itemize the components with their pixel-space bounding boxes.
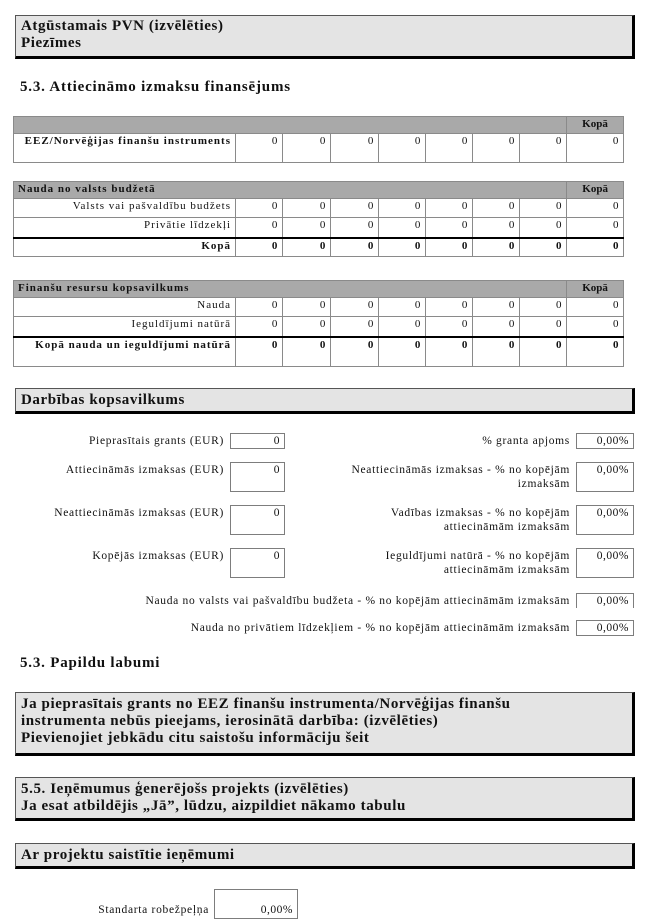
table-header-row — [14, 281, 624, 298]
management-percent-label — [391, 506, 570, 534]
table-header-title: Finanšu resursu kopsavilkums — [14, 281, 567, 298]
cell[interactable]: 0 — [236, 298, 283, 317]
row-label: Valsts vai pašvaldību budžets — [14, 199, 236, 218]
cell: 0 — [473, 238, 520, 257]
cell: 0 — [236, 337, 283, 367]
in-kind-percent-field[interactable]: 0,00% — [576, 548, 634, 578]
cell[interactable]: 0 — [426, 317, 473, 337]
label-line: izmaksām — [517, 478, 570, 490]
row-total: 0 — [567, 238, 624, 257]
total-costs-label: Kopējās izmaksas (EUR) — [92, 550, 224, 562]
state-budget-percent-field[interactable]: 0,00% — [576, 593, 634, 608]
ineligible-percent-label — [351, 463, 570, 491]
row-label: Ieguldījumi natūrā — [14, 317, 236, 337]
eez-funding-table — [13, 116, 624, 163]
cell: 0 — [426, 337, 473, 367]
row-total: 0 — [567, 134, 624, 163]
table-row — [14, 298, 624, 317]
cell: 0 — [283, 238, 331, 257]
row-total: 0 — [567, 298, 624, 317]
cell[interactable]: 0 — [236, 134, 283, 163]
cell[interactable]: 0 — [331, 218, 379, 238]
cell[interactable]: 0 — [236, 317, 283, 337]
table-total-row — [14, 238, 624, 257]
cell[interactable]: 0 — [236, 199, 283, 218]
in-kind-percent-label — [386, 549, 570, 577]
table-header-title — [14, 117, 567, 134]
cell[interactable]: 0 — [473, 134, 520, 163]
row-label: Kopā nauda un ieguldījumi natūrā — [14, 337, 236, 367]
cell[interactable]: 0 — [426, 199, 473, 218]
table-header-total: Kopā — [567, 182, 624, 199]
benefits-line-2[interactable]: instrumenta nebūs pieejams, ierosinātā darbība: (izvēlēties) — [21, 713, 439, 729]
resources-summary-table — [13, 280, 624, 367]
table-header-row — [14, 117, 624, 134]
revenue-project-box[interactable] — [15, 777, 635, 821]
row-label: Privātie līdzekļi — [14, 218, 236, 238]
eligible-costs-field[interactable]: 0 — [230, 462, 285, 492]
cell[interactable]: 0 — [283, 298, 331, 317]
cell: 0 — [426, 238, 473, 257]
activity-summary-header — [15, 388, 635, 414]
ineligible-percent-field[interactable]: 0,00% — [576, 462, 634, 492]
project-income-header — [15, 843, 635, 869]
row-total: 0 — [567, 218, 624, 238]
revenue-select-label[interactable]: 5.5. Ieņēmumus ģenerējošs projekts (izvēlēties) — [21, 781, 349, 797]
table-total-row — [14, 337, 624, 367]
private-funds-percent-label: Nauda no privātiem līdzekļiem - % no kopējām attiecināmām izmaksām — [190, 622, 570, 634]
cell[interactable]: 0 — [520, 134, 567, 163]
row-total: 0 — [567, 199, 624, 218]
benefits-box[interactable] — [15, 692, 635, 756]
cell[interactable]: 0 — [520, 317, 567, 337]
state-budget-percent-label: Nauda no valsts vai pašvaldību budžeta - % no kopējām attiecināmām izmaksām — [145, 595, 570, 607]
cell: 0 — [236, 238, 283, 257]
activity-summary-title: Darbības kopsavilkums — [21, 392, 185, 408]
row-label: Kopā — [14, 238, 236, 257]
cell[interactable]: 0 — [426, 298, 473, 317]
table-row — [14, 317, 624, 337]
cell[interactable]: 0 — [426, 218, 473, 238]
cell[interactable]: 0 — [379, 134, 426, 163]
cell[interactable]: 0 — [473, 199, 520, 218]
row-total: 0 — [567, 337, 624, 367]
cell[interactable]: 0 — [473, 317, 520, 337]
requested-grant-field[interactable]: 0 — [230, 433, 285, 449]
cell: 0 — [520, 337, 567, 367]
row-total: 0 — [567, 317, 624, 337]
grant-percent-field[interactable]: 0,00% — [576, 433, 634, 449]
cell[interactable]: 0 — [379, 199, 426, 218]
cell: 0 — [473, 337, 520, 367]
cell[interactable]: 0 — [379, 317, 426, 337]
benefits-line-1: Ja pieprasītais grants no EEZ finanšu instrumenta/Norvēģijas finanšu — [21, 696, 511, 712]
notes-label[interactable]: Piezīmes — [21, 35, 82, 51]
grant-percent-label — [482, 434, 570, 448]
cell[interactable]: 0 — [283, 199, 331, 218]
cell: 0 — [520, 238, 567, 257]
cell[interactable]: 0 — [473, 218, 520, 238]
ineligible-costs-field[interactable]: 0 — [230, 505, 285, 535]
cell: 0 — [379, 238, 426, 257]
vat-select-label[interactable]: Atgūstamais PVN (izvēlēties) — [21, 18, 224, 34]
table-header-total: Kopā — [567, 281, 624, 298]
row-label: Nauda — [14, 298, 236, 317]
table-header-title: Nauda no valsts budžetā — [14, 182, 567, 199]
standard-margin-field[interactable]: 0,00% — [214, 889, 298, 919]
cell: 0 — [379, 337, 426, 367]
cell[interactable]: 0 — [473, 298, 520, 317]
section-title-benefits: 5.3. Papildu labumi — [20, 655, 161, 671]
cell[interactable]: 0 — [283, 218, 331, 238]
cell[interactable]: 0 — [520, 298, 567, 317]
section-title-funding: 5.3. Attiecināmo izmaksu finansējums — [20, 79, 291, 95]
requested-grant-label: Pieprasītais grants (EUR) — [88, 435, 224, 447]
cell[interactable]: 0 — [520, 218, 567, 238]
label-line: Vadības izmaksas - % no kopējām — [390, 507, 570, 519]
budget-funding-table — [13, 181, 624, 257]
cell[interactable]: 0 — [379, 218, 426, 238]
cell[interactable]: 0 — [283, 134, 331, 163]
table-row — [14, 134, 624, 163]
eligible-costs-label: Attiecināmās izmaksas (EUR) — [65, 464, 224, 476]
cell[interactable]: 0 — [283, 317, 331, 337]
total-costs-field[interactable]: 0 — [230, 548, 285, 578]
cell: 0 — [283, 337, 331, 367]
project-income-title: Ar projektu saistītie ieņēmumi — [21, 847, 235, 863]
label-line: attiecināmām izmaksām — [443, 564, 570, 576]
cell[interactable]: 0 — [331, 134, 379, 163]
table-row — [14, 199, 624, 218]
label-line: attiecināmām izmaksām — [443, 521, 570, 533]
row-label: EEZ/Norvēģijas finanšu instruments — [14, 134, 236, 163]
cell: 0 — [331, 238, 379, 257]
cell[interactable]: 0 — [520, 199, 567, 218]
standard-margin-label: Standarta robežpeļņa — [98, 904, 209, 916]
management-percent-field[interactable]: 0,00% — [576, 505, 634, 535]
revenue-instruction: Ja esat atbildējis „Jā”, lūdzu, aizpildiet nākamo tabulu — [21, 798, 406, 814]
cell[interactable]: 0 — [236, 218, 283, 238]
cell[interactable]: 0 — [379, 298, 426, 317]
private-funds-percent-field[interactable]: 0,00% — [576, 620, 634, 636]
cell[interactable]: 0 — [426, 134, 473, 163]
table-row — [14, 218, 624, 238]
label-line: % granta apjoms — [482, 435, 570, 447]
cell[interactable]: 0 — [331, 298, 379, 317]
vat-notes-box[interactable] — [15, 15, 635, 59]
table-header-total: Kopā — [567, 117, 624, 134]
cell[interactable]: 0 — [331, 199, 379, 218]
label-line: Neattiecināmās izmaksas - % no kopējām — [351, 464, 570, 476]
ineligible-costs-label: Neattiecināmās izmaksas (EUR) — [54, 507, 224, 519]
cell[interactable]: 0 — [331, 317, 379, 337]
label-line: Ieguldījumi natūrā - % no kopējām — [385, 550, 570, 562]
benefits-line-3[interactable]: Pievienojiet jebkādu citu saistošu informāciju šeit — [21, 730, 370, 746]
table-header-row — [14, 182, 624, 199]
cell: 0 — [331, 337, 379, 367]
